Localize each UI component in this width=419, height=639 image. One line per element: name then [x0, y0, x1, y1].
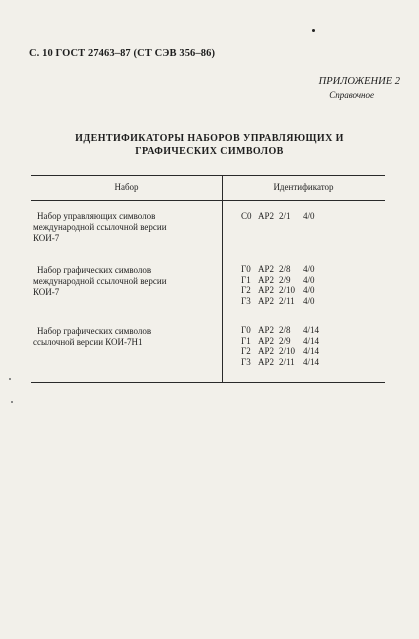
- set-name-line: ссылочной версии КОИ-7Н1: [33, 337, 143, 347]
- identifier-line: [241, 296, 315, 307]
- page-mark: [312, 29, 315, 32]
- identifier-final-code: 4/14: [303, 325, 320, 335]
- table-row-identifiers: [241, 325, 319, 367]
- identifier-intermediate-code: 2/8: [279, 264, 291, 274]
- running-title: С. 10 ГОСТ 27463–87 (СТ СЭВ 356–86): [29, 48, 216, 59]
- identifier-set-code: С0: [241, 211, 252, 221]
- set-name-line: Набор управляющих символов: [37, 211, 156, 221]
- identifier-line: [241, 211, 315, 222]
- identifier-line: [241, 285, 315, 296]
- identifier-ap-code: АР2: [258, 264, 275, 274]
- identifier-intermediate-code: 2/11: [279, 295, 295, 306]
- set-name-line: КОИ-7: [33, 287, 60, 297]
- identifier-final-code: 4/14: [303, 356, 320, 367]
- identifier-ap-code: АР2: [258, 274, 275, 285]
- identifier-intermediate-code: 2/9: [279, 335, 291, 346]
- table-row-set-name: [33, 265, 221, 298]
- identifier-ap-code: АР2: [258, 325, 275, 335]
- table-row-identifiers: [241, 264, 315, 306]
- identifier-final-code: 4/0: [303, 285, 315, 295]
- identifier-set-code: Г2: [241, 285, 251, 295]
- identifier-line: [241, 357, 319, 368]
- identifier-final-code: 4/0: [303, 264, 315, 274]
- set-name-line: международной ссылочной версии: [33, 276, 167, 286]
- identifier-final-code: 4/0: [303, 211, 315, 221]
- set-name-line: Набор графических символов: [37, 326, 152, 336]
- identifier-set-code: Г0: [241, 325, 251, 335]
- identifier-line: [241, 336, 319, 347]
- identifier-line: [241, 325, 319, 336]
- identifier-intermediate-code: 2/10: [279, 346, 296, 356]
- identifier-set-code: Г1: [241, 335, 251, 346]
- column-header-identifier: Идентификатор: [273, 182, 334, 192]
- table-column-divider: [222, 175, 223, 382]
- identifier-line: [241, 264, 315, 275]
- identifier-set-code: Г3: [241, 295, 251, 306]
- table-row-set-name: [33, 326, 221, 348]
- identifier-set-code: Г3: [241, 356, 251, 367]
- identifier-line: [241, 275, 315, 286]
- appendix-label: ПРИЛОЖЕНИЕ 2: [318, 76, 400, 87]
- table-bottom-rule: [31, 382, 385, 383]
- set-name-line: КОИ-7: [33, 233, 60, 243]
- identifier-final-code: 4/0: [303, 295, 315, 306]
- section-title-line-1: ИДЕНТИФИКАТОРЫ НАБОРОВ УПРАВЛЯЮЩИХ И: [75, 133, 344, 144]
- table-row-identifiers: [241, 211, 315, 222]
- identifier-final-code: 4/14: [303, 346, 320, 356]
- set-name-line: международной ссылочной версии: [33, 222, 167, 232]
- identifier-intermediate-code: 2/1: [279, 211, 291, 221]
- identifier-ap-code: АР2: [258, 211, 275, 221]
- table-header-rule: [31, 200, 385, 201]
- identifier-intermediate-code: 2/10: [279, 285, 296, 295]
- identifier-line: [241, 346, 319, 357]
- identifier-set-code: Г1: [241, 274, 251, 285]
- identifier-intermediate-code: 2/9: [279, 274, 291, 285]
- identifier-final-code: 4/0: [303, 274, 315, 285]
- identifier-set-code: Г0: [241, 264, 251, 274]
- identifier-ap-code: АР2: [258, 356, 275, 367]
- identifier-intermediate-code: 2/11: [279, 356, 295, 367]
- identifier-final-code: 4/14: [303, 335, 320, 346]
- scan-speck: [9, 378, 11, 380]
- section-title-line-2: ГРАФИЧЕСКИХ СИМВОЛОВ: [135, 146, 284, 157]
- identifier-ap-code: АР2: [258, 285, 275, 295]
- appendix-sublabel: Справочное: [329, 90, 374, 100]
- identifier-ap-code: АР2: [258, 295, 275, 306]
- scan-speck: [11, 401, 13, 403]
- identifier-intermediate-code: 2/8: [279, 325, 291, 335]
- table-top-rule: [31, 175, 385, 176]
- table-row-set-name: [33, 211, 221, 244]
- identifier-ap-code: АР2: [258, 346, 275, 356]
- identifier-ap-code: АР2: [258, 335, 275, 346]
- identifier-set-code: Г2: [241, 346, 251, 356]
- column-header-set: Набор: [114, 182, 139, 192]
- set-name-line: Набор графических символов: [37, 265, 152, 275]
